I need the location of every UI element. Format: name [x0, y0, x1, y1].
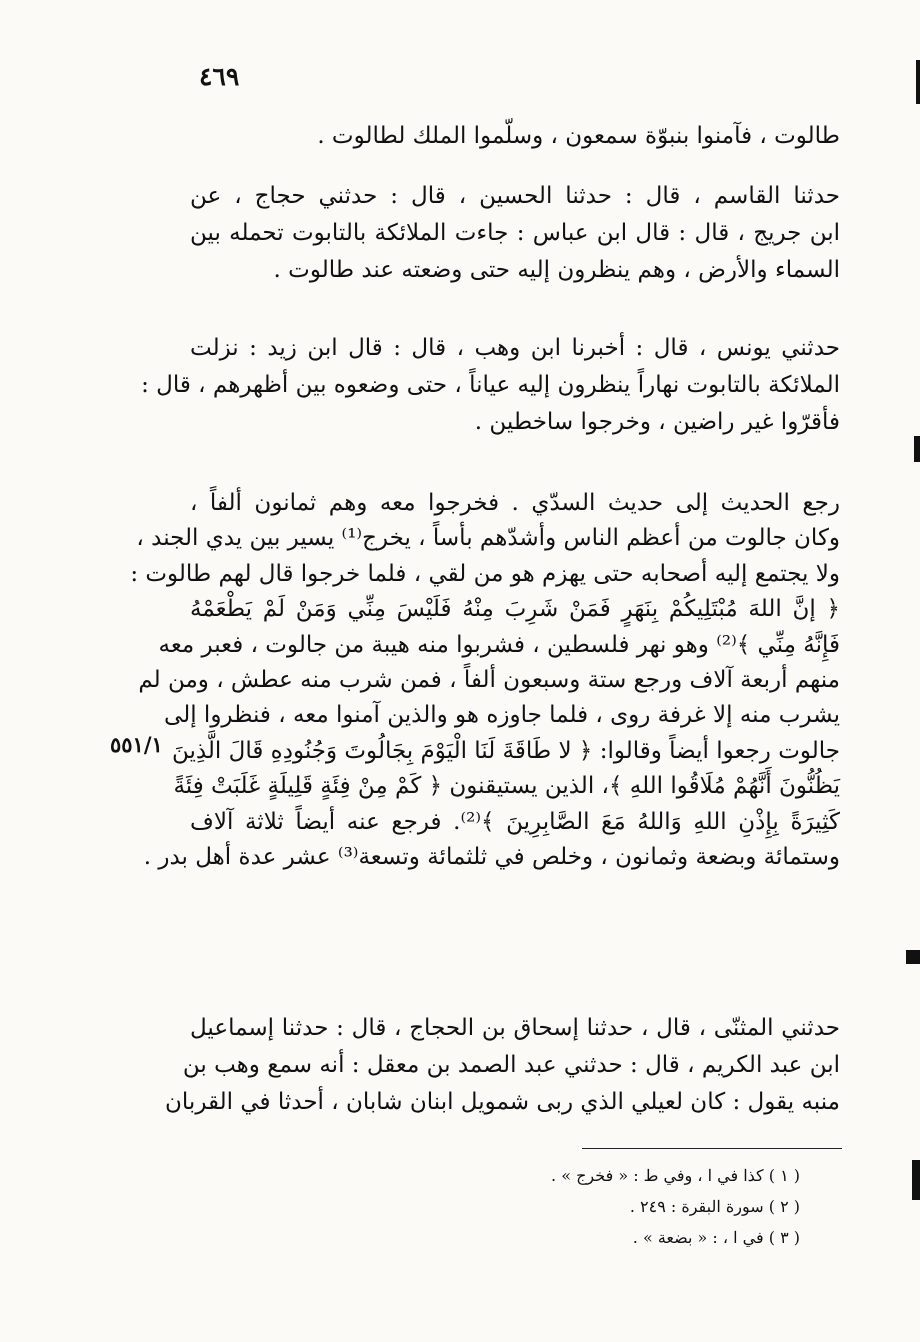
paragraph-3 — [141, 330, 840, 441]
paragraph-1 — [190, 118, 840, 155]
text-line: منهم أربعة آلاف ورجع ستة وسبعون ألفاً ، فمن شرب منه عطش ، ومن لم — [138, 667, 840, 694]
text-line: ابن عبد الكريم ، قال : حدثني عبد الصمد بن معقل : أنه سمع وهب بن — [182, 1052, 840, 1078]
footnote-3: ( ٣ ) في ا ، : « بضعة » . — [632, 1228, 800, 1247]
text-line: يشرب منه إلا غرفة روى ، فلما جاوزه هو والذين آمنوا معه ، فنظروا إلى — [164, 702, 840, 729]
text-line: وستمائة وبضعة وثمانون ، وخلص في ثلثمائة وتسعة⁽³⁾ عشر عدة أهل بدر . — [143, 844, 840, 871]
text-line: الملائكة بالتابوت نهاراً ينظرون إليه عياناً ، حتى وضعوه بين أظهرهم ، قال : — [141, 372, 840, 398]
footnote-1: ( ١ ) كذا في ا ، وفي ط : « فخرج » . — [551, 1166, 800, 1185]
quran-verse-line: جالوت رجعوا أيضاً وقالوا: ﴿ لا طَاقَةَ لَنَا الْيَوْمَ بِجَالُوتَ وَجُنُودِهِ قَالَ الَّذِينَ — [171, 737, 840, 764]
quran-verse-line: فَإِنَّهُ مِنِّي ﴾⁽²⁾ وهو نهر فلسطين ، فشربوا منه هيبة من جالوت ، فعبر معه — [158, 631, 840, 658]
text-line: طالوت ، فآمنوا بنبوّة سمعون ، وسلّموا الملك لطالوت . — [317, 123, 840, 149]
footnote-2: ( ٢ ) سورة البقرة : ٢٤٩ . — [629, 1197, 800, 1216]
text-line: ولا يجتمع إليه أصحابه حتى يهزم هو من لقي ، فلما خرجوا قال لهم طالوت : — [130, 560, 840, 587]
page-number: ٤٦٩ — [199, 62, 240, 91]
scan-edge-mark — [912, 1160, 920, 1200]
text-line: رجع الحديث إلى حديث السدّي . فخرجوا معه وهم ثمانون ألفاً ، — [190, 490, 840, 516]
scan-edge-mark — [914, 436, 920, 462]
text-line: السماء والأرض ، وهم ينظرون إليه حتى وضعته عند طالوت . — [273, 257, 840, 283]
quran-verse-line: كَثِيرَةً بِإِذْنِ اللهِ وَاللهُ مَعَ الصَّابِرِينَ ﴾⁽²⁾. فرجع عنه أيضاً ثلاثة آلاف — [190, 808, 841, 835]
footnote-divider — [582, 1148, 842, 1149]
quran-verse-line: ﴿ إنَّ اللهَ مُبْتَلِيكُمْ بِنَهَرٍ فَمَنْ شَرِبَ مِنْهُ فَلَيْسَ مِنِّي وَمَنْ لَمْ يَطْعَمْهُ — [190, 596, 840, 623]
text-line: فأقرّوا غير راضين ، وخرجوا ساخطين . — [474, 409, 840, 435]
text-line: وكان جالوت من أعظم الناس وأشدّهم بأساً ، يخرج⁽¹⁾ يسير بين يدي الجند ، — [136, 525, 840, 552]
text-line: منبه يقول : كان لعيلي الذي ربى شمويل ابنان شابان ، أحدثا في القربان — [165, 1089, 840, 1115]
scan-edge-mark — [916, 60, 920, 104]
text-line: حدثنا القاسم ، قال : حدثنا الحسين ، قال : حدثني حجاج ، عن — [190, 183, 840, 209]
paragraph-5 — [165, 1010, 840, 1121]
text-line: حدثني يونس ، قال : أخبرنا ابن وهب ، قال : قال ابن زيد : نزلت — [190, 335, 840, 361]
margin-reference: ٥٥١/١ — [110, 732, 163, 757]
text-line: حدثني المثنّى ، قال ، حدثنا إسحاق بن الحجاج ، قال : حدثنا إسماعيل — [190, 1015, 840, 1041]
quran-verse-line: يَظُنُّونَ أَنَّهُمْ مُلَاقُوا اللهِ ﴾، الذين يستيقنون ﴿ كَمْ مِنْ فِئَةٍ قَلِيلَةٍ غَلَبَتْ فِئَةً — [173, 773, 840, 800]
scan-edge-mark — [906, 950, 920, 964]
text-line: ابن جريج ، قال : قال ابن عباس : جاءت الملائكة بالتابوت تحمله بين — [190, 220, 840, 246]
paragraph-2 — [190, 178, 840, 289]
footnotes — [480, 1160, 800, 1253]
